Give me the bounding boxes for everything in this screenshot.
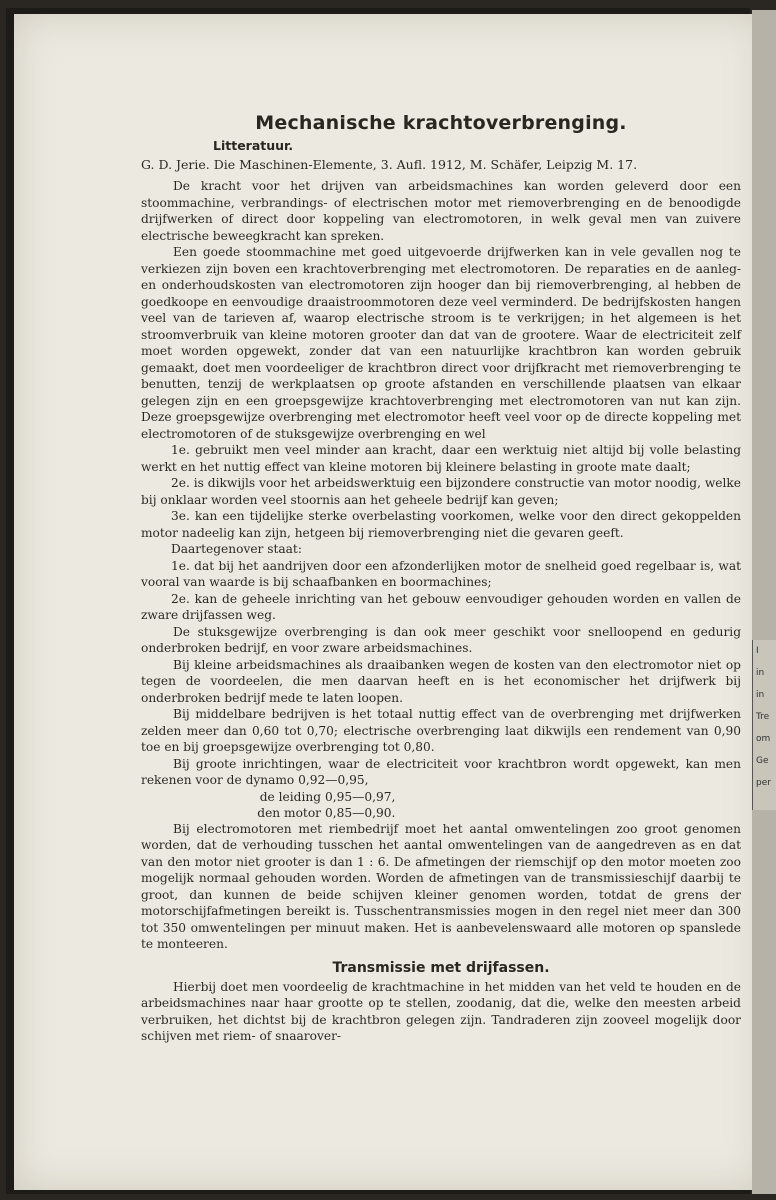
paragraph: Een goede stoommachine met goed uitgevoerde drijfwerken kan in vele gevallen nog te verkiezen zijn boven een krachtoverbrenging met electromotoren. De reparaties en de aanleg- en onderhoudskosten van electromotoren zijn hooger dan bij riemoverbrenging, al hebben de goedkoope en eenvoudige draaistroommotoren deze veel verminderd. De bedrijfskosten hangen veel van de tarieven af, waarop electrische stroom is te verkrijgen; in het algemeen is het stroomverbruik van kleine motoren grooter dan dat van de grootere. Waar de electriciteit zelf moet worden opgewekt, zonder dat van een natuurlijke krachtbron kan worden gebruik gemaakt, doet men voordeeliger de krachtbron direct voor drijfkracht met riemoverbrenging te benutten, tenzij de werkplaatsen op groote afstanden en verschillende plaatsen van elkaar gelegen zijn en een groepsgewijze krachtoverbrenging met electromotoren van nut kan zijn. Deze groepsgewijze overbrenging met electromotor heeft veel voor op de directe koppeling met electromotoren of de stuksgewijze overbrenging en wel	[141, 245, 741, 441]
edge-fragment: in	[756, 690, 765, 700]
list-item: 2e. kan de geheele inrichting van het gebouw eenvoudiger gehouden worden en vallen de zware drijfassen weg.	[141, 591, 741, 622]
paragraph: Bij middelbare bedrijven is het totaal nuttig effect van de overbrenging met drijfwerken zelden meer dan 0,60 tot 0,70; electrische overbrenging laat dikwijls een rendement van 0,90 toe en bij groepsgewijze overbrenging tot 0,80.	[141, 707, 741, 754]
edge-fragment: I	[756, 646, 759, 656]
efficiency-row	[141, 789, 741, 805]
literature-reference: G. D. Jerie. Die Maschinen-Elemente, 3. Aufl. 1912, M. Schäfer, Leipzig M. 17.	[141, 157, 638, 172]
literature-heading: Litteratuur.	[213, 138, 294, 153]
edge-fragment: per	[756, 778, 771, 788]
paragraph: Hierbij doet men voordeelig de krachtmachine in het midden van het veld te houden en de arbeidsmachines naar haar grootte op te stellen, zoodanig, dat die, welke den meesten arbeid verbruiken, het dichtst bij de krachtbron gelegen zijn. Tandraderen zijn zooveel mogelijk door schijven met riem- of snaarover-	[141, 979, 741, 1043]
list-item: 1e. gebruikt men veel minder aan kracht, daar een werktuig niet altijd bij volle belasting werkt en het nuttig effect van kleine motoren bij kleinere belasting in groote mate daalt;	[141, 443, 741, 474]
formula-intro: Bij groote inrichtingen, waar de electriciteit voor krachtbron wordt opgewekt, kan men rekenen voor de dynamo 0,92—0,95,	[141, 756, 741, 787]
counter-intro: Daartegenover staat:	[171, 542, 302, 556]
page-title: Mechanische krachtoverbrenging.	[255, 112, 627, 134]
efficiency-value: 0,95—0,97,	[325, 789, 396, 804]
list-item: 2e. is dikwijls voor het arbeidswerktuig een bijzondere constructie van motor noodig, welke bij onklaar worden veel stoornis aan het geheele bedrijf kan geven;	[141, 476, 741, 507]
next-page-edge	[752, 10, 776, 1194]
paragraph: De kracht voor het drijven van arbeidsmachines kan worden geleverd door een stoommachine, verbrandings- of electrischen motor met riemoverbrenging en de benoodigde drijfwerken of direct door koppeling van electromotoren, in welk geval men van zuivere electrische beweegkracht kan spreken.	[141, 179, 741, 243]
paragraph: Bij electromotoren met riembedrijf moet het aantal omwentelingen zoo groot genomen worden, dat de verhouding tusschen het aantal omwentelingen van de aangedreven as en dat van den motor niet grooter is dan 1 : 6. De afmetingen der riemschijf op den motor moeten zoo mogelijk normaal gehouden worden. Worden de afmetingen van de transmissieschijf daarbij te groot, dan kunnen de beide schijven kleiner genomen worden, totdat de grens der motorschijfafmetingen bereikt is. Tusschentransmissies mogen in den regel niet meer dan 300 tot 350 omwentelingen per minuut maken. Het is aanbevelenswaard alle motoren op spanslede te monteeren.	[141, 821, 741, 951]
edge-fragment: in	[756, 668, 765, 678]
next-page-fragments	[752, 640, 776, 810]
efficiency-label: den motor	[257, 805, 321, 820]
efficiency-value: 0,85—0,90.	[325, 805, 396, 820]
paragraph: De stuksgewijze overbrenging is dan ook meer geschikt voor snelloopend en gedurig onderbroken bedrijf, en voor zware arbeidsmachines.	[141, 624, 741, 655]
efficiency-list	[141, 789, 741, 821]
edge-fragment: Tre	[756, 712, 770, 722]
edge-fragment: Ge	[756, 756, 769, 766]
paragraph: Bij kleine arbeidsmachines als draaibanken wegen de kosten van den electromotor niet op tegen de voordeelen, die men daarvan heeft en is het economischer het drijfwerk bij onderbroken bedrijf mede te laten loopen.	[141, 657, 741, 705]
edge-fragment: om	[756, 734, 771, 744]
list-item: 3e. kan een tijdelijke sterke overbelasting voorkomen, welke voor den direct gekoppelden motor nadeelig kan zijn, hetgeen bij riemoverbrenging niet die gevaren geeft.	[141, 509, 741, 540]
section-heading: Transmissie met drijfassen.	[332, 959, 550, 976]
efficiency-row	[141, 805, 741, 821]
page-content	[141, 112, 741, 1045]
efficiency-label: de leiding	[259, 789, 321, 804]
list-item: 1e. dat bij het aandrijven door een afzonderlijken motor de snelheid goed regelbaar is, wat vooral van waarde is bij schaafbanken en boormachines;	[141, 558, 741, 589]
